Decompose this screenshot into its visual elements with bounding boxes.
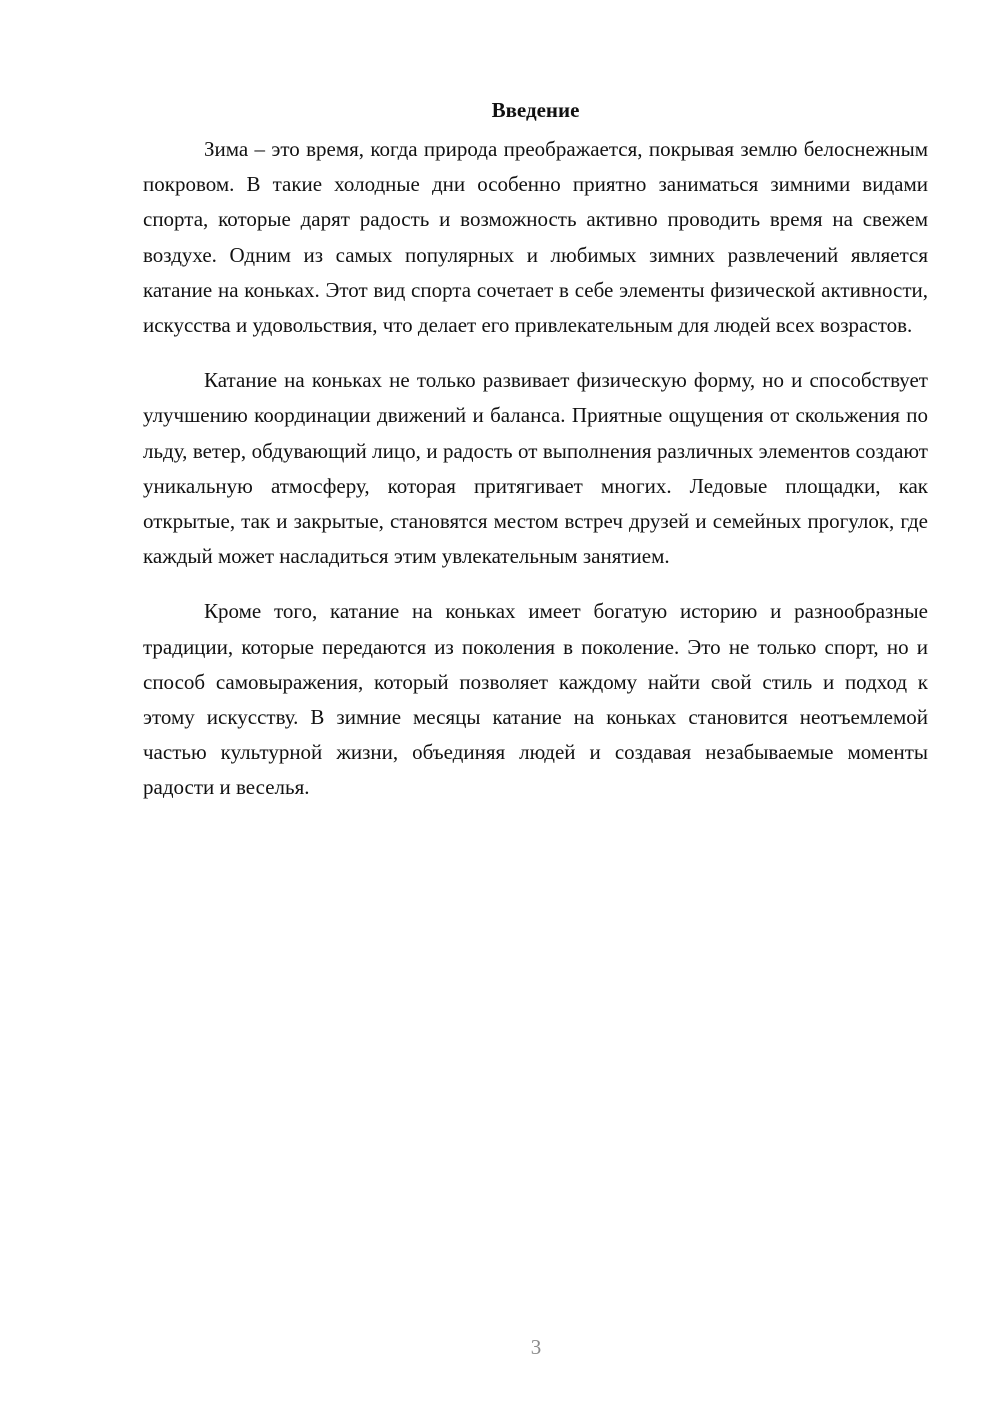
page-content: [143, 92, 928, 826]
paragraph-1: Зима – это время, когда природа преображается, покрывая землю белоснежным покровом. В такие холодные дни особенно приятно заниматься зимними видами спорта, которые дарят радость и возможность активно проводить время на свежем воздухе. Одним из самых популярных и любимых зимних развлечений является катание на коньках. Этот вид спорта сочетает в себе элементы физической активности, искусства и удовольствия, что делает его привлекательным для людей всех возрастов.: [143, 137, 928, 338]
page-number: 3: [530, 1335, 542, 1359]
section-heading: Введение: [491, 98, 580, 122]
paragraph-2: Катание на коньках не только развивает физическую форму, но и способствует улучшению координации движений и баланса. Приятные ощущения от скольжения по льду, ветер, обдувающий лицо, и радость от выполнения различных элементов создают уникальную атмосферу, которая притягивает многих. Ледовые площадки, как открытые, так и закрытые, становятся местом встреч друзей и семейных прогулок, где каждый может насладиться этим увлекательным занятием.: [143, 368, 928, 569]
paragraph-3: Кроме того, катание на коньках имеет богатую историю и разнообразные традиции, которые передаются из поколения в поколение. Это не только спорт, но и способ самовыражения, который позволяет каждому найти свой стиль и подход к этому искусству. В зимние месяцы катание на коньках становится неотъемлемой частью культурной жизни, объединяя людей и создавая незабываемые моменты радости и веселья.: [143, 599, 928, 800]
